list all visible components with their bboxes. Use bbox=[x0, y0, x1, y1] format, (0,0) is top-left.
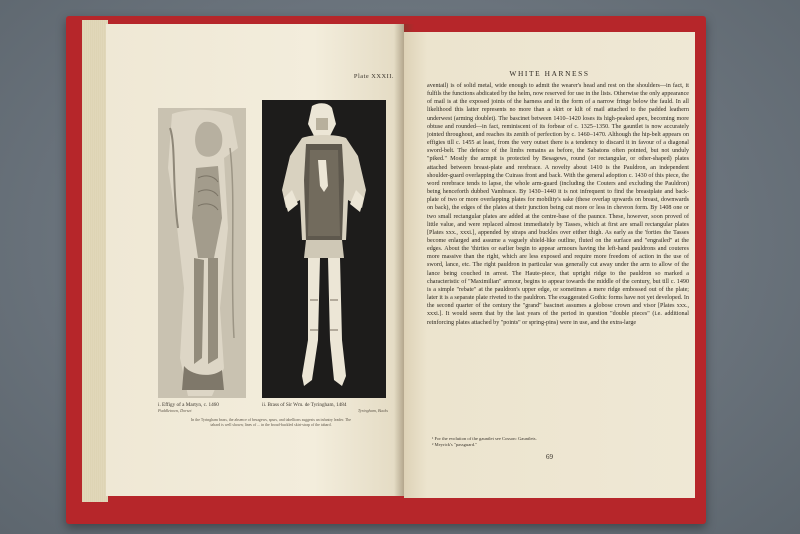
footnote-1: ¹ For the evolution of the gauntlet see Cosson: Gauntlets. bbox=[432, 436, 537, 441]
figure-a-location: Puddletown, Dorset bbox=[158, 408, 192, 413]
footnotes bbox=[432, 436, 682, 448]
page-number: 69 bbox=[546, 453, 553, 461]
figure-b-location: Tyringham, Bucks bbox=[357, 408, 388, 413]
figure-b-caption bbox=[262, 402, 388, 414]
figure-a-title: i. Effigy of a Martyn, c. 1460 bbox=[158, 402, 219, 408]
footnote-2: ² Meyrick's "passguard." bbox=[432, 442, 478, 447]
effigy-illustration bbox=[158, 108, 246, 398]
plate-note: In the Tyringham brass, the absence of besagews, spurs, and tabellions suggests an infantry leader. The tabard is well shown; lines of ... in the broad-buckled skirt-strap of the tabard. bbox=[190, 418, 352, 427]
page-edges bbox=[82, 20, 108, 502]
figure-b-title: ii. Brass of Sir Wm. de Tyringham, 1484 bbox=[262, 402, 347, 408]
effigy-photograph bbox=[158, 108, 246, 398]
plate-label: Plate XXXII. bbox=[353, 73, 394, 80]
running-head: WHITE HARNESS bbox=[509, 69, 590, 78]
brass-illustration bbox=[262, 100, 386, 398]
figure-a-caption bbox=[158, 402, 250, 414]
body-text: aventail) is of solid metal, wide enough to admit the wearer's head and rest on the shoulders—in fact, it fulfils the functions abdicated by the helm, now reserved for use in the lists. Otherwise the only appearance of mail is at the exposed joints of the harness and in the form of a narrow fringe below the fauld. In all likelihood this latter represents no more than a skirt or kilt of mail attached to the padded leathern underwest (arming doublet). The bascinet between 1410–1420 loses its high-peaked apex, becoming more obtuse and rounded—in fact, reminiscent of its forbear of c. 1325–1350. The gauntlet is now accurately jointed throughout, and reaches its zenith of perfection by c. 1460–1470. Although the hip-belt appears on effigies till c. 1455 at least, from the very outset there is a tendency to discard it in favour of a diagonal sword-belt. The defence of the limbs remains as before, the Sabatons often pointed, but not unduly "piked." Mostly the armpit is protected by Besagews, round (or rectangular, or other-shaped) plates attached between breast-plate and rerebrace. A novelty about 1410 is the Pauldron, an independent shoulder-guard overlapping the Cuirass front and back. With the general adoption c. 1430 of this piece, the word rerebrace tends to lapse, the whole arm-guard (including the Couters and excluding the Pauldron) being henceforth dubbed Vambrace. By 1430–1440 it is not infrequent to find the breastplate and back-plate of two or more overlapping plates for mobility's sake (these overlap upwards on breast, downwards on back), the edges of the plates at their junction being cut more or less in chevron form. By 1408 one or two small rectangular plates are added at the centre-base of the paunce. These, however, soon proved of little value, and were replaced almost immediately by Tasses, which at first are small rectangular plates [Plates xxx., xxxi.], appended by straps and buckles over either thigh. As early as the 'forties the Tasses become enlarged and assume a vaguely shield-like outline, fluted on the surface and "engrailed" at the edges. About the 'thirties or earlier begin to appear armours having the left-hand pauldrons and couteres more massive than the right, which are less exposed and require more freedom of action in the use of sword, lance, etc. The right pauldron in particular was generally cut away under the arm to allow of the lance being couched in arrest. The Haute-piece, that upright ridge to the pauldron so marked a characteristic of "Maximilian" armour, begins to appear towards the middle of the century, but till c. 1490 is a simple "rebate" at the pauldron's upper edge, or sometimes a mere ridge embossed out of the plate; later it is a separate plate riveted to the pauldron. The exaggerated Gothic forms have not yet developed. In the second quarter of the century the "grand" bascinet assumes a globose crown and visor [Plates xxx., xxxi.]. It would seem that by the last years of the period in question "double pieces" (i.e. additional reinforcing plates attached by "points" or spring-pins) were in use, and the extra-large bbox=[427, 83, 689, 326]
brass-photograph bbox=[262, 100, 386, 398]
